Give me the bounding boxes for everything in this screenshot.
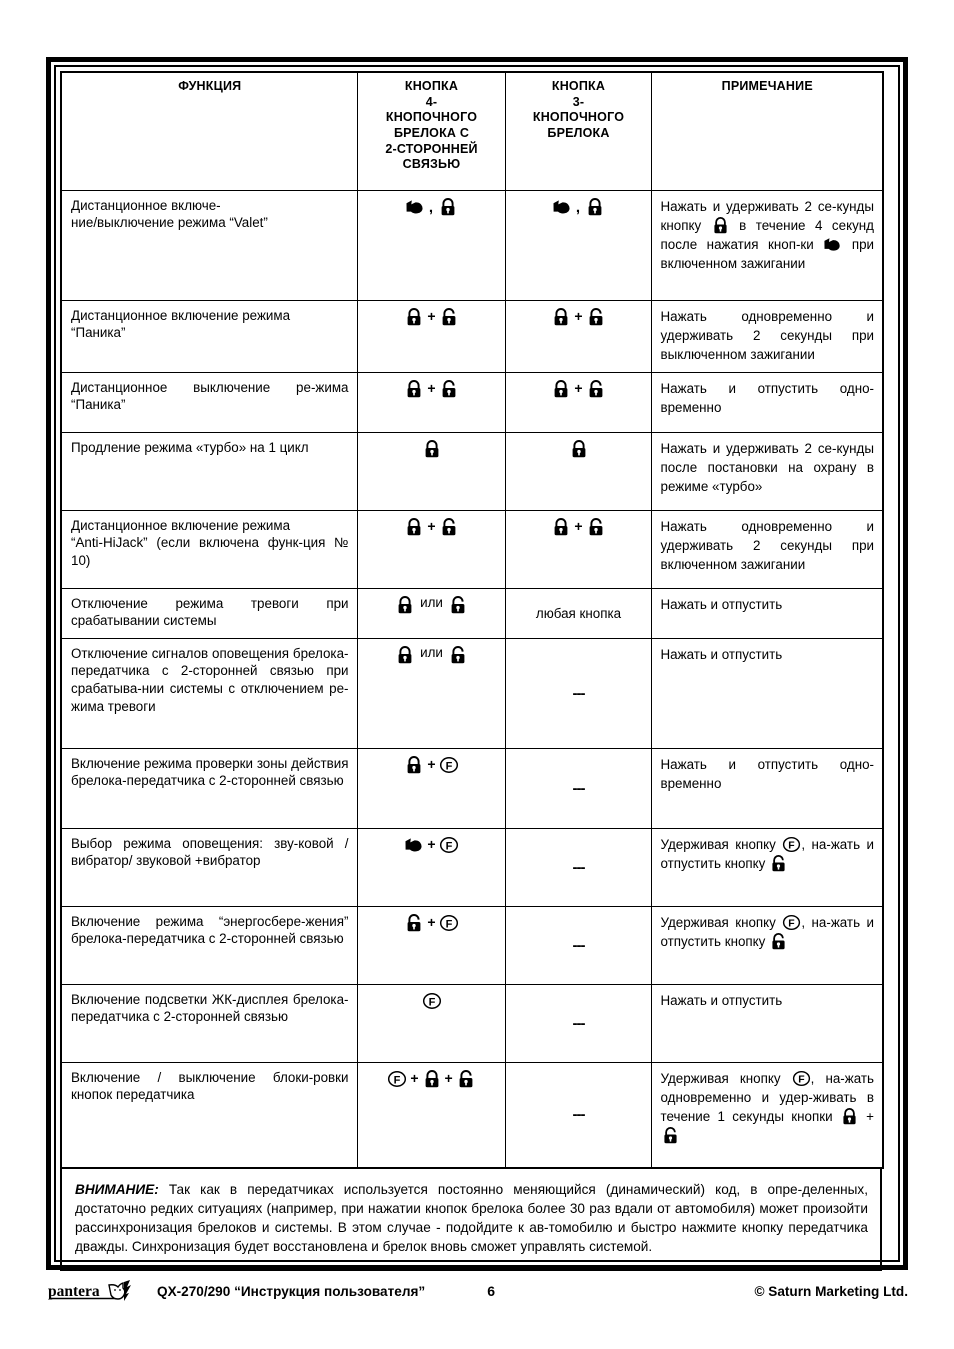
- key-combo-4button-cell: [357, 638, 505, 748]
- key-combo-3button-cell: [505, 300, 651, 372]
- key-combo-4button-cell: [357, 828, 505, 906]
- lock-open-icon: [456, 1069, 476, 1089]
- function-text-line: Включение режима проверки зоны действия брелока-передатчика с 2-сторонней связью: [71, 755, 349, 789]
- lock-closed-icon: [395, 595, 415, 615]
- note-text: +: [858, 1108, 874, 1124]
- key-combo-4button-cell: [357, 906, 505, 984]
- hdr4-l3: КНОПОЧНОГО: [385, 110, 478, 125]
- trunk-icon: [552, 197, 572, 217]
- lock-open-icon: [439, 379, 459, 399]
- separator-plus: +: [574, 379, 583, 396]
- function-text-line: Дистанционное выключение ре-жима “Паника”: [71, 379, 349, 413]
- lock-open-icon: [448, 645, 468, 665]
- lock-open-icon: [439, 517, 459, 537]
- f-button-icon: [782, 835, 801, 854]
- function-text-line: Дистанционное включе-: [71, 197, 221, 213]
- lock-closed-icon: [585, 197, 605, 217]
- svg-text:F: F: [788, 918, 796, 930]
- hdr4-l5: 2-СТОРОННЕЙ: [385, 141, 478, 156]
- svg-text:F: F: [393, 1073, 401, 1086]
- no-button-dashes: ---: [572, 858, 585, 876]
- any-key-label: любая кнопка: [535, 605, 622, 621]
- note-text: в течение 4 секунд после нажатия кноп-ки: [660, 217, 874, 252]
- note-text: Нажать и отпустить: [660, 646, 783, 662]
- hdr4-l6: СВЯЗЬЮ: [402, 157, 461, 172]
- table-row: [61, 372, 883, 432]
- hdr4-l4: БРЕЛОКА С: [393, 125, 470, 140]
- table-header-row: [61, 72, 883, 190]
- svg-text:F: F: [445, 839, 452, 852]
- key-combo-3button-cell: [505, 432, 651, 510]
- hdr3-l2: 3-: [572, 94, 585, 109]
- lock-closed-icon: [438, 197, 458, 217]
- lock-closed-icon: [551, 517, 571, 537]
- note-cell: [651, 828, 883, 906]
- key-combo-4button-cell: [357, 1062, 505, 1168]
- lock-open-icon: [586, 517, 606, 537]
- note-cell: [651, 984, 883, 1062]
- table-row: [61, 828, 883, 906]
- note-text: Нажать и отпустить: [660, 596, 783, 612]
- function-text-line: ние/выключение режима “Valet”: [71, 215, 268, 231]
- key-combo-4button-cell: [357, 588, 505, 638]
- separator-plus: +: [427, 379, 436, 396]
- key-combo-4button-cell: [357, 432, 505, 510]
- lock-open-icon: [586, 379, 606, 399]
- note-text: Нажать и удерживать 2 се-кунды после постановки на охрану в режиме «турбо»: [660, 440, 874, 494]
- note-cell: [651, 372, 883, 432]
- svg-text:F: F: [797, 1074, 805, 1086]
- f-button-icon: [439, 835, 459, 855]
- function-description-cell: [61, 984, 357, 1062]
- column-header-note: [651, 72, 883, 190]
- note-cell: [651, 906, 883, 984]
- note-cell: [651, 588, 883, 638]
- key-combo-3button-cell: [505, 906, 651, 984]
- separator-plus: +: [427, 307, 436, 324]
- table-row: [61, 432, 883, 510]
- key-combo-4button-cell: [357, 300, 505, 372]
- trunk-icon: [404, 835, 424, 855]
- f-button-icon: [792, 1069, 811, 1088]
- note-text: Нажать и удерживать 2 се-кунды кнопку: [660, 198, 874, 233]
- lock-closed-icon: [711, 216, 730, 235]
- column-header-key4: [357, 72, 505, 190]
- function-text-line: Отключение сигналов оповещения брелока-передатчика с 2-сторонней связью при срабатыва-нии системы с отключением ре-жима тревоги: [71, 645, 349, 714]
- lock-closed-icon: [551, 379, 571, 399]
- key-combo-3button-cell: [505, 372, 651, 432]
- lock-closed-icon: [404, 755, 424, 775]
- function-text-line: Продление режима «турбо» на 1 цикл: [71, 439, 309, 455]
- lock-closed-icon: [551, 307, 571, 327]
- note-text: , на-жать и отпустить кнопку: [660, 914, 874, 949]
- svg-text:F: F: [445, 759, 452, 772]
- table-row: [61, 588, 883, 638]
- function-description-cell: [61, 1062, 357, 1168]
- footer-title: QX-270/290 “Инструкция пользователя”: [157, 1283, 426, 1299]
- separator-plus: +: [427, 755, 436, 772]
- column-header-key3: [505, 72, 651, 190]
- table-row: [61, 190, 883, 300]
- trunk-icon: [405, 197, 425, 217]
- svg-text:F: F: [445, 917, 452, 930]
- separator-comma: ,: [428, 198, 434, 216]
- function-text-line: Включение подсветки ЖК-дисплея брелока-передатчика с 2-сторонней связью: [71, 991, 349, 1025]
- svg-text:pantera: pantera: [48, 1283, 100, 1300]
- function-description-cell: [61, 588, 357, 638]
- no-button-dashes: ---: [572, 936, 585, 954]
- note-cell: [651, 432, 883, 510]
- function-text-line: Дистанционное включение режима: [71, 307, 291, 323]
- key-combo-4button-cell: [357, 510, 505, 588]
- note-cell: [651, 510, 883, 588]
- function-description-cell: [61, 300, 357, 372]
- note-text: Нажать и отпустить одно-временно: [660, 756, 874, 791]
- note-cell: [651, 748, 883, 828]
- table-row: [61, 984, 883, 1062]
- key-combo-4button-cell: [357, 748, 505, 828]
- note-emphasis-text: включенном зажигании: [660, 255, 806, 271]
- lock-closed-icon: [422, 1069, 442, 1089]
- function-text-line: Включение / выключение блоки-ровки кнопок передатчика: [71, 1069, 349, 1103]
- pantera-logo: [46, 1279, 150, 1303]
- hdr3-l4: БРЕЛОКА: [547, 125, 610, 140]
- table-row: [61, 300, 883, 372]
- key-combo-4button-cell: [357, 372, 505, 432]
- table-row: [61, 510, 883, 588]
- trunk-icon: [823, 235, 842, 254]
- function-description-cell: [61, 190, 357, 300]
- separator-plus: +: [410, 1069, 419, 1086]
- function-description-cell: [61, 748, 357, 828]
- note-cell: [651, 300, 883, 372]
- key-combo-3button-cell: [505, 638, 651, 748]
- lock-open-icon: [769, 932, 788, 951]
- lock-closed-icon: [422, 439, 442, 459]
- separator-plus: +: [427, 913, 436, 930]
- key-combo-3button-cell: [505, 984, 651, 1062]
- no-button-dashes: ---: [572, 1106, 585, 1124]
- note-cell: [651, 190, 883, 300]
- function-description-cell: [61, 906, 357, 984]
- f-button-icon: [439, 755, 459, 775]
- hdr4-l1: КНОПКА: [404, 79, 459, 93]
- page-number: 6: [487, 1283, 495, 1299]
- f-button-icon: [439, 913, 459, 933]
- note-text: Нажать и отпустить одно-временно: [660, 380, 874, 415]
- key-combo-3button-cell: [505, 748, 651, 828]
- separator-or: или: [420, 594, 443, 610]
- separator-plus: +: [444, 1069, 453, 1086]
- column-header-note-label: ПРИМЕЧАНИЕ: [721, 79, 813, 93]
- function-text-line: Отключение режима тревоги при срабатывании системы: [71, 595, 349, 629]
- f-button-icon: [387, 1069, 407, 1089]
- function-description-cell: [61, 638, 357, 748]
- svg-text:F: F: [428, 995, 435, 1008]
- hdr3-l1: КНОПКА: [551, 79, 606, 93]
- table-header: [61, 72, 883, 190]
- column-header-function: [61, 72, 357, 190]
- lock-open-icon: [769, 854, 788, 873]
- note-text: Удерживая кнопку: [660, 914, 783, 930]
- function-text-line: “Anti-HiJack” (если включена функ-ция № 10): [71, 535, 349, 569]
- function-text-line: Дистанционное включение режима: [71, 517, 291, 533]
- note-text: , на-жать одновременно и удер-живать в течение 1 секунды кнопки: [660, 1070, 874, 1124]
- table-row: [61, 906, 883, 984]
- hdr3-l3: КНОПОЧНОГО: [532, 110, 625, 125]
- note-text: , на-жать и отпустить кнопку: [660, 836, 874, 871]
- key-combo-3button-cell: [505, 510, 651, 588]
- f-button-icon: [782, 913, 801, 932]
- note-text: Удерживая кнопку: [660, 1070, 792, 1086]
- page-footer: [46, 1278, 908, 1304]
- no-button-dashes: ---: [572, 1014, 585, 1032]
- separator-plus: +: [427, 835, 436, 852]
- lock-closed-icon: [404, 517, 424, 537]
- table-row: [61, 748, 883, 828]
- warning-note: [60, 1167, 882, 1271]
- hdr4-l2: 4-: [425, 94, 438, 109]
- note-text: Нажать одновременно и удерживать 2 секунды: [660, 518, 874, 553]
- function-description-cell: [61, 828, 357, 906]
- lock-closed-icon: [569, 439, 589, 459]
- note-cell: [651, 638, 883, 748]
- lock-open-icon: [586, 307, 606, 327]
- warning-text: Так как в передатчиках используется постоянно меняющийся (динамический) код, в опре-деленных, достаточно редких ситуациях (например, при нажатии кнопок брелока более 30 раз вдали от автомобиля) может произойти рассинхронизация брелоков и системы. В этом случае - подойдите к ав-томобилю и быстро нажмите кнопку передатчика дважды. Синхронизация будет восстановлена и брелок вновь сможет управлять системой.: [75, 1182, 868, 1255]
- key-combo-4button-cell: [357, 190, 505, 300]
- separator-plus: +: [574, 517, 583, 534]
- separator-plus: +: [427, 517, 436, 534]
- no-button-dashes: ---: [572, 779, 585, 797]
- key-combo-3button-cell: [505, 828, 651, 906]
- footer-copyright: © Saturn Marketing Ltd.: [754, 1283, 908, 1299]
- key-combo-3button-cell: [505, 1062, 651, 1168]
- lock-closed-icon: [404, 379, 424, 399]
- note-text: Нажать и отпустить: [660, 992, 783, 1008]
- key-combo-3button-cell: [505, 190, 651, 300]
- function-text-line: Включение режима “энергосбере-жения” брелока-передатчика с 2-сторонней связью: [71, 913, 349, 947]
- function-description-cell: [61, 432, 357, 510]
- separator-plus: +: [574, 307, 583, 324]
- f-button-icon: [422, 991, 442, 1011]
- note-emphasis-text: при включенном зажигании: [660, 537, 874, 572]
- separator-or: или: [420, 644, 443, 660]
- lock-open-icon: [661, 1126, 680, 1145]
- key-combo-3button-cell: [505, 588, 651, 638]
- warning-label: ВНИМАНИЕ:: [75, 1182, 159, 1197]
- key-combo-4button-cell: [357, 984, 505, 1062]
- function-button-table: [60, 71, 884, 1169]
- table-row: [61, 1062, 883, 1168]
- function-description-cell: [61, 372, 357, 432]
- page-content: [60, 71, 894, 1256]
- lock-open-icon: [439, 307, 459, 327]
- note-text: при: [842, 236, 874, 252]
- lock-open-icon: [404, 913, 424, 933]
- lock-closed-icon: [395, 645, 415, 665]
- svg-text:F: F: [788, 840, 796, 852]
- note-cell: [651, 1062, 883, 1168]
- lock-closed-icon: [404, 307, 424, 327]
- function-text-line: Выбор режима оповещения: зву-ковой / вибратор/ звуковой +вибратор: [71, 835, 349, 869]
- function-description-cell: [61, 510, 357, 588]
- function-text-line: “Паника”: [71, 325, 126, 341]
- note-emphasis-text: выключенном зажигании: [660, 346, 815, 362]
- no-button-dashes: ---: [572, 684, 585, 702]
- note-text: Удерживая кнопку: [660, 836, 783, 852]
- column-header-function-label: ФУНКЦИЯ: [178, 79, 242, 93]
- separator-comma: ,: [575, 198, 581, 216]
- lock-closed-icon: [840, 1107, 859, 1126]
- table-row: [61, 638, 883, 748]
- note-text: Нажать одновременно и удерживать 2 секунды при: [660, 308, 874, 343]
- table-body: [61, 190, 883, 1168]
- lock-open-icon: [448, 595, 468, 615]
